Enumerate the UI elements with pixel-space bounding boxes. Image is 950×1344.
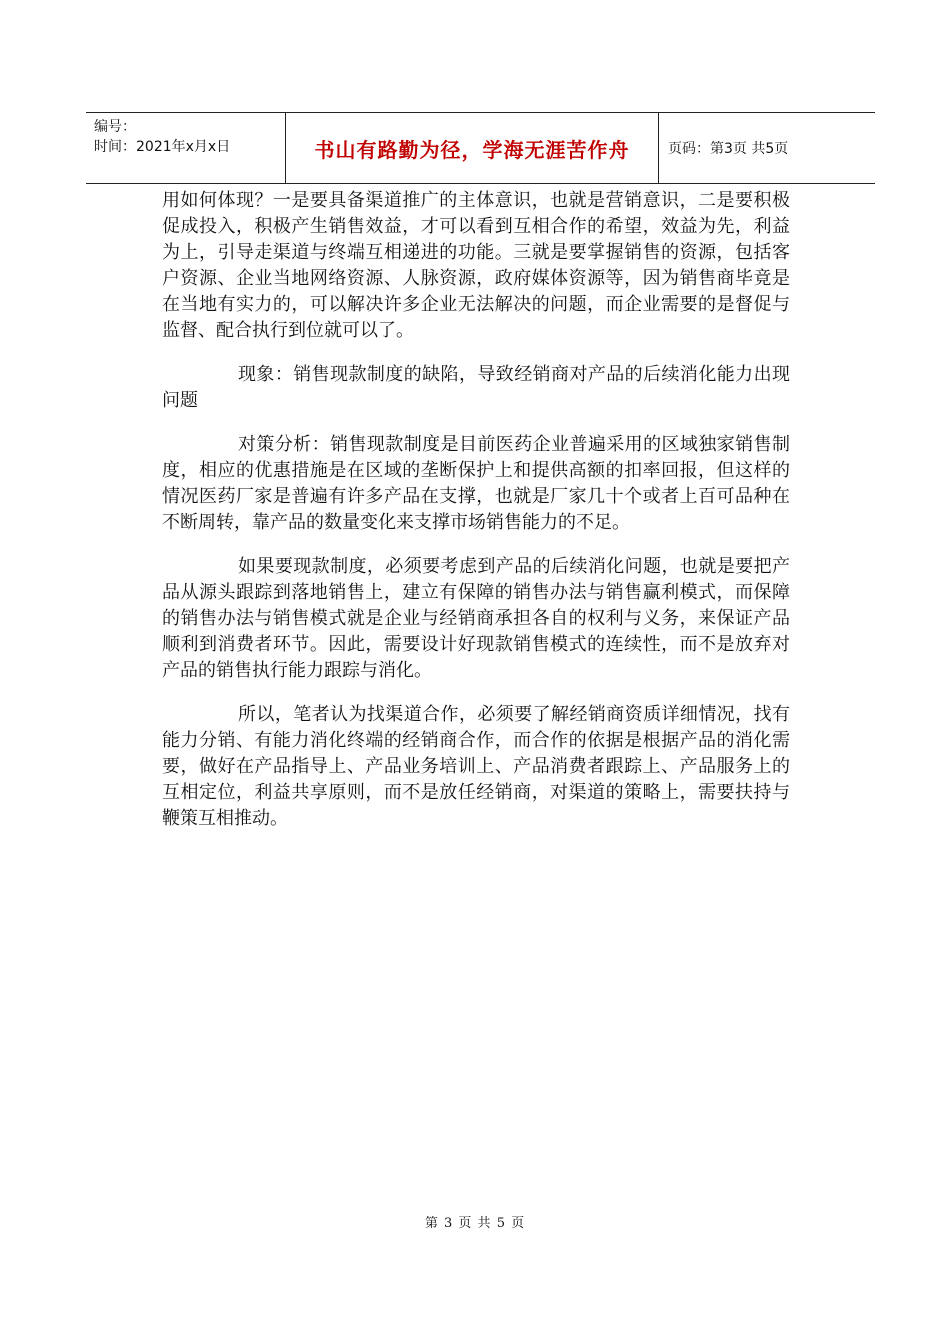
footer-page-number: 第 3 页 共 5 页 <box>424 1216 526 1231</box>
body-paragraph: 所以，笔者认为找渠道合作，必须要了解经销商资质详细情况，找有能力分销、有能力消化终端的经销商合作，而合作的依据是根据产品的消化需要，做好在产品指导上、产品业务培训上、产品消费者跟踪上、产品服务上的互相定位，利益共享原则，而不是放任经销商，对渠道的策略上，需要扶持与鞭策互相推动。 <box>162 704 790 829</box>
body-paragraph: 用如何体现？一是要具备渠道推广的主体意识，也就是营销意识，二是要积极促成投入，积极产生销售效益，才可以看到互相合作的希望，效益为先，利益为上，引导走渠道与终端互相递进的功能。三就是要掌握销售的资源，包括客户资源、企业当地网络资源、人脉资源，政府媒体资源等，因为销售商毕竟是在当地有实力的，可以解决许多企业无法解决的问题，而企业需要的是督促与监督、配合执行到位就可以了。 <box>162 190 790 341</box>
header-page-label: 页码：第3页 共5页 <box>668 141 789 157</box>
document-date-label: 时间：2021年x月x日 <box>94 139 231 155</box>
body-paragraph: 如果要现款制度，必须要考虑到产品的后续消化问题，也就是要把产品从源头跟踪到落地销售上，建立有保障的销售办法与销售赢利模式，而保障的销售办法与销售模式就是企业与经销商承担各自的权利与义务，来保证产品顺利到消费者环节。因此，需要设计好现款销售模式的连续性，而不是放弃对产品的销售执行能力跟踪与消化。 <box>162 556 790 681</box>
page-footer <box>0 1212 950 1231</box>
document-body <box>162 188 790 850</box>
document-number-label: 编号： <box>94 119 136 135</box>
header-meta-cell <box>86 113 286 183</box>
document-header <box>86 112 875 184</box>
header-motto-cell <box>286 113 659 183</box>
body-paragraph: 对策分析：销售现款制度是目前医药企业普遍采用的区域独家销售制度，相应的优惠措施是在区域的垄断保护上和提供高额的扣率回报，但这样的情况医药厂家是普遍有许多产品在支撑，也就是厂家几十个或者上百可品种在不断周转，靠产品的数量变化来支撑市场销售能力的不足。 <box>162 434 790 533</box>
motto-text: 书山有路勤为径，学海无涯苦作舟 <box>314 137 630 162</box>
body-paragraph: 现象：销售现款制度的缺陷，导致经销商对产品的后续消化能力出现问题 <box>162 364 790 411</box>
header-page-cell <box>659 113 875 183</box>
